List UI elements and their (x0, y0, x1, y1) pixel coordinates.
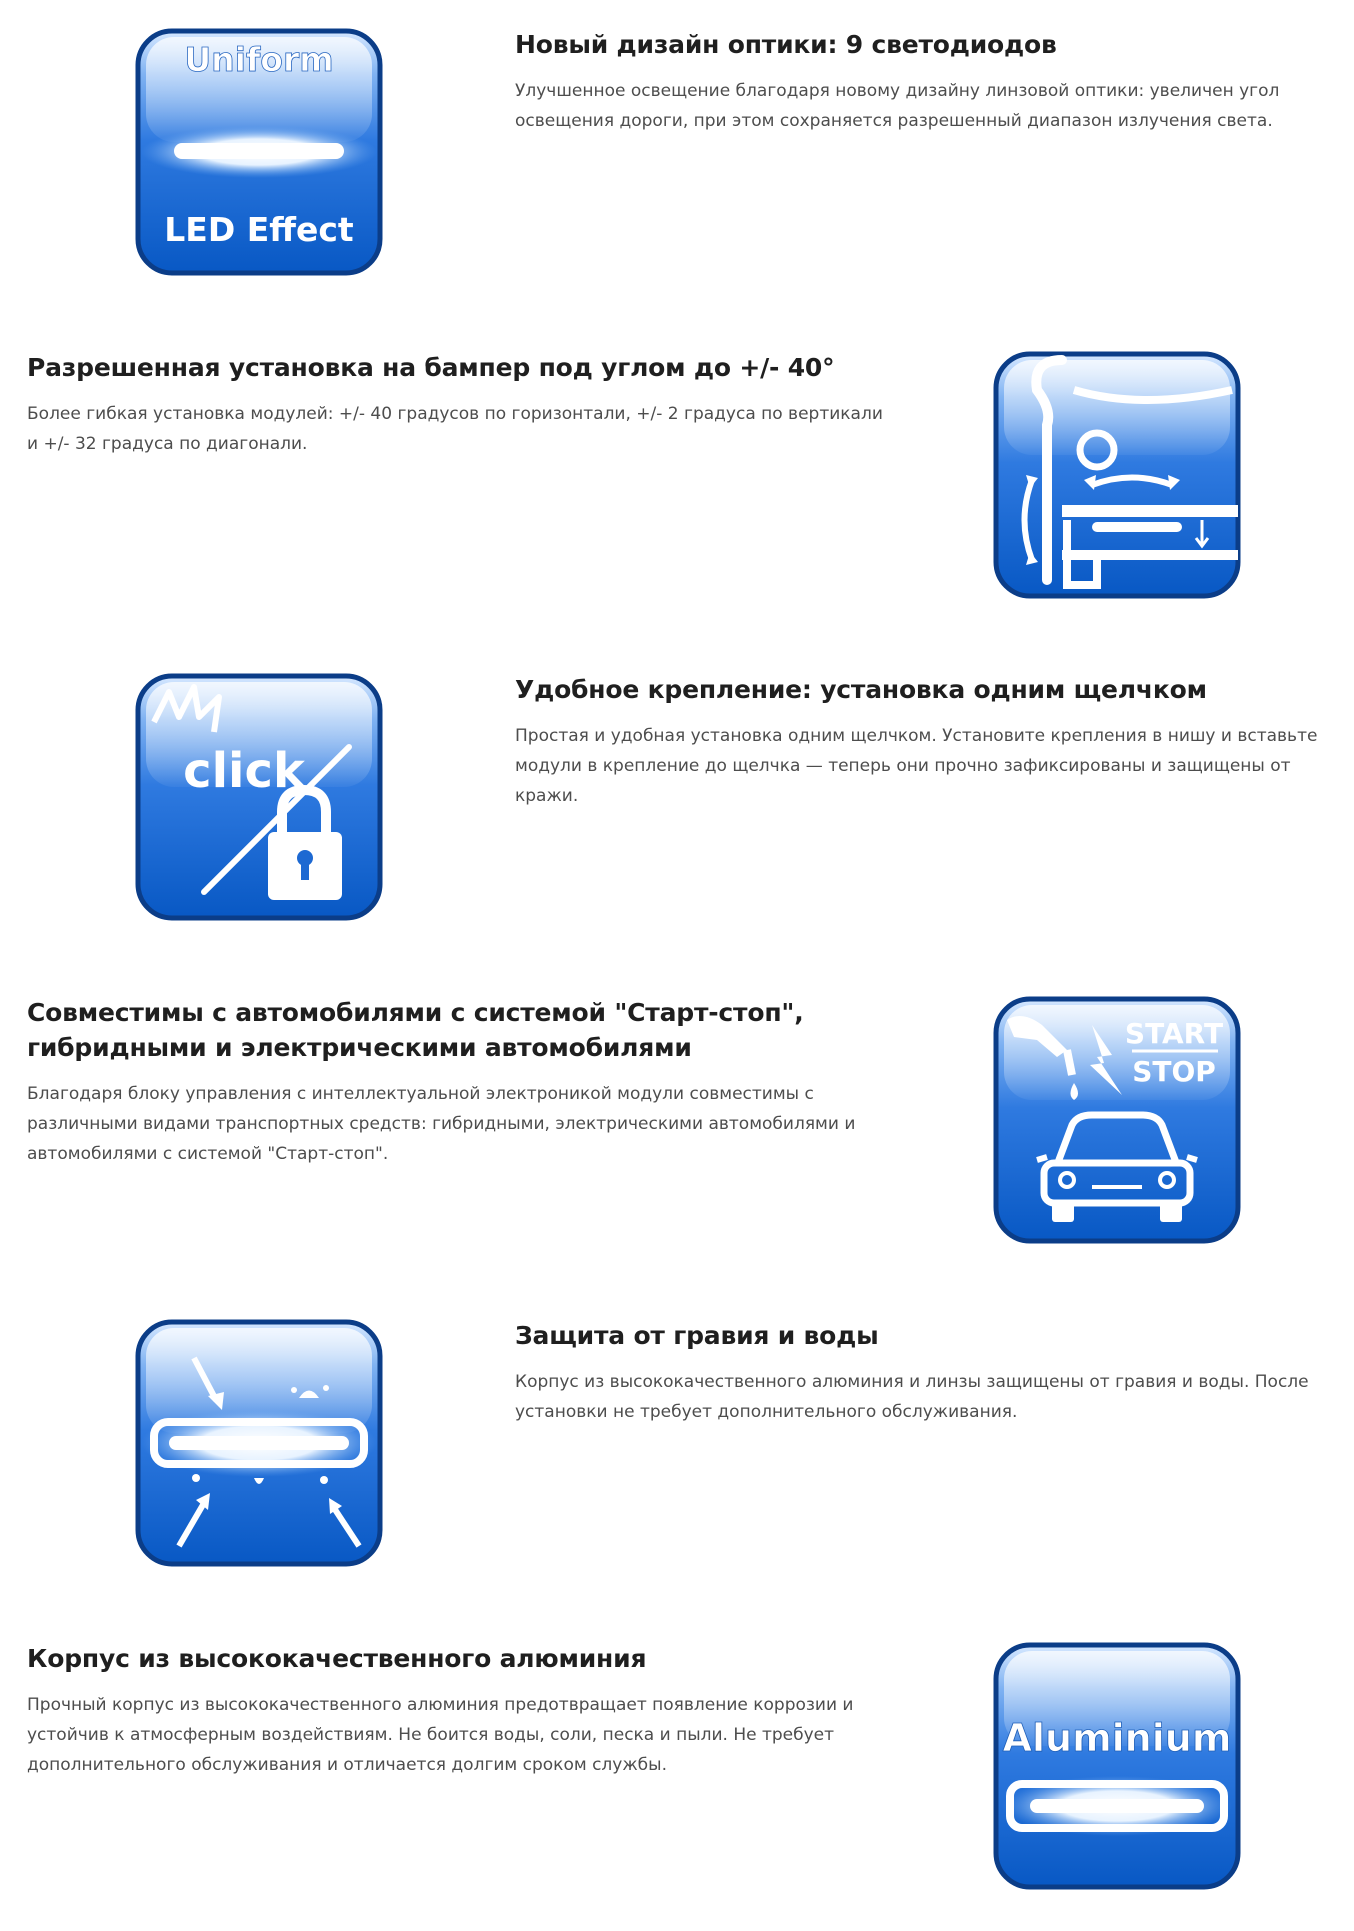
click-lock-icon (134, 672, 384, 922)
aluminium-icon (992, 1641, 1242, 1891)
feature-3-text (515, 672, 1345, 811)
feature-2-text (27, 350, 887, 459)
feature-description: Корпус из высококачественного алюминия и линзы защищены от гравия и воды. После установки не требует дополнительного обслуживания. (515, 1372, 1309, 1422)
svg-text:STOP: STOP (1132, 1055, 1216, 1088)
feature-title: Совместимы с автомобилями с системой "Старт-стоп", гибридными и электрическими автомобилями (27, 998, 804, 1062)
feature-4-text (27, 995, 887, 1169)
gravel-water-protection-icon (134, 1318, 384, 1568)
feature-description: Улучшенное освещение благодаря новому дизайну линзовой оптики: увеличен угол освещения дороги, при этом сохраняется разрешенный диапазон излучения света. (515, 81, 1280, 131)
svg-text:click: click (183, 743, 305, 799)
feature-description: Простая и удобная установка одним щелчком. Установите крепления в нишу и вставьте модули в крепление до щелчка — теперь они прочно зафиксированы и защищены от кражи. (515, 726, 1318, 806)
feature-6-text (27, 1641, 887, 1780)
feature-5-text (515, 1318, 1345, 1427)
feature-title: Разрешенная установка на бампер под углом до +/- 40° (27, 353, 835, 382)
svg-text:Aluminium: Aluminium (1002, 1716, 1232, 1760)
bumper-angle-icon (992, 350, 1242, 600)
svg-text:LED Effect: LED Effect (164, 210, 354, 249)
uniform-led-effect-icon (134, 27, 384, 277)
feature-title: Новый дизайн оптики: 9 светодиодов (515, 30, 1057, 59)
feature-1-text (515, 27, 1345, 136)
feature-description: Более гибкая установка модулей: +/- 40 градусов по горизонтали, +/- 2 градуса по вертикали и +/- 32 градуса по диагонали. (27, 404, 883, 454)
svg-text:Uniform: Uniform (184, 40, 334, 79)
start-stop-car-icon (992, 995, 1242, 1245)
feature-title: Защита от гравия и воды (515, 1321, 879, 1350)
feature-title: Корпус из высококачественного алюминия (27, 1644, 647, 1673)
svg-text:START: START (1124, 1017, 1224, 1050)
feature-description: Благодаря блоку управления с интеллектуальной электроникой модули совместимы с различными видами транспортных средств: гибридными, электрическими автомобилями и автомобилями с системой "Старт-стоп". (27, 1084, 856, 1164)
feature-title: Удобное крепление: установка одним щелчком (515, 675, 1207, 704)
feature-description: Прочный корпус из высококачественного алюминия предотвращает появление коррозии и устойчив к атмосферным воздействиям. Не боится воды, соли, песка и пыли. Не требует дополнительного обслуживания и отличается долгим сроком службы. (27, 1695, 854, 1775)
